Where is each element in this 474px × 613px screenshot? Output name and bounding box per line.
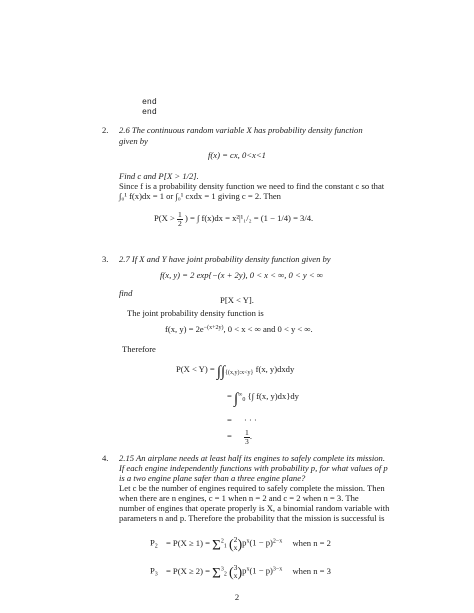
p2-binom-k: x: [233, 542, 238, 552]
p3-p: p: [242, 565, 247, 576]
problem-4-p3-equation: [150, 564, 331, 584]
p2-binom-n: 2: [233, 535, 238, 544]
problem-number-3: 3.: [102, 254, 109, 264]
p2-symbol: P: [150, 537, 155, 548]
p2-exp-b: 2−x: [272, 538, 283, 545]
p3-binom-close: ): [237, 565, 243, 581]
problem-4-statement-l2: If each engine independently functions with probability p, for what values of p: [119, 463, 388, 473]
p3-mid: = P(X ≥ 2) =: [165, 565, 210, 576]
problem-3-d2-outer-lower: 0: [242, 397, 246, 403]
problem-3-find: find: [119, 288, 133, 298]
problem-3-d4-end: .: [249, 431, 252, 442]
p2-p: p: [242, 537, 247, 548]
problem-4-statement-l3: is a two engine plane safer than a three engine plane?: [119, 473, 306, 483]
problem-2-equation: f(x) = cx, 0<x<1: [208, 150, 266, 160]
problem-3-derivation-line-4: [227, 429, 252, 445]
p3-rest: (1 − p): [249, 565, 273, 576]
sum-symbol: Σ: [212, 537, 221, 554]
problem-2-result-lhs: P(X >: [154, 213, 175, 224]
p3-binom: (: [229, 565, 234, 581]
p3-sum-lower: 2: [223, 571, 227, 578]
problem-2-solution-line-2: ∫₀¹ f(x)dx = 1 or ∫₀¹ cxdx = 1 giving c = 2. Then: [119, 191, 281, 201]
problem-3-statement: 2.7 If X and Y have joint probability density function given by: [119, 254, 331, 264]
problem-3-d4-num: 1: [245, 428, 249, 437]
problem-4-statement-l1: 2.15 An airplane needs at least half its engines to safely complete its mission.: [119, 453, 385, 463]
problem-4-solution-l4: parameters n and p. Therefore the probability that the mission is successful is: [119, 513, 385, 523]
p2-binom-close: ): [237, 537, 243, 553]
problem-3-d4-eq: =: [227, 431, 232, 442]
problem-2-result-rhs: ) = ∫ f(x)dx = x²|¹₁/₂ = (1 − 1/4) = 3/4.: [184, 213, 314, 224]
problem-3-d1-rhs: f(x, y)dxdy: [255, 364, 295, 374]
p2-exp-a: x: [246, 538, 250, 545]
problem-3-d2-eq: =: [227, 391, 232, 401]
problem-2-half-num: 1: [178, 210, 182, 219]
p2-sum-upper: 2: [220, 538, 224, 545]
problem-number-2: 2.: [102, 125, 109, 135]
problem-3-pdf-tail: , 0 < x < ∞ and 0 < y < ∞.: [223, 324, 313, 334]
problem-3-line-a: The joint probability density function is: [127, 308, 264, 318]
problem-3-equation: f(x, y) = 2 exp{−(x + 2y), 0 < x < ∞, 0 < y < ∞: [160, 270, 323, 280]
problem-3-d2-outer-upper: ∞: [238, 392, 243, 398]
p3-symbol: P: [150, 565, 155, 576]
problem-3-d1-region: {(x,y):x<y}: [225, 370, 254, 376]
problem-3-d3-eq: =: [227, 415, 232, 425]
code-line-end-2: end: [142, 108, 157, 117]
problem-3-d2-rhs: {∫ f(x, y)dx}dy: [247, 391, 299, 401]
p3-subscript: 3: [154, 571, 158, 578]
double-integral-symbol: ∫∫: [216, 364, 226, 380]
problem-3-derivation-line-2: [227, 390, 299, 409]
problem-3-pdf-lhs: f(x, y) = 2e: [165, 324, 204, 334]
problem-3-d3-dots: · · ·: [244, 415, 257, 425]
code-line-end-1: end: [142, 98, 157, 107]
problem-2-result: [154, 211, 313, 227]
problem-3-derivation-line-3: [227, 415, 257, 426]
problem-2-solution-line-1: Since f is a probability density function we need to find the constant c so that: [119, 181, 385, 191]
problem-3-d4-den: 3: [245, 436, 249, 446]
p2-rest: (1 − p): [249, 537, 273, 548]
problem-4-solution-l1: Let c be the number of engines required to safely complete the mission. Then: [119, 483, 385, 493]
problem-2-half-den: 2: [178, 218, 182, 228]
problem-3-pdf-exponent: −(x+2y): [203, 325, 224, 331]
p2-binom: (: [229, 537, 234, 553]
problem-3-pdf: [165, 324, 313, 335]
problem-3-derivation-line-1: [176, 363, 294, 382]
outer-integral-symbol: ∫: [234, 391, 239, 407]
p2-sum-lower: 1: [223, 543, 227, 550]
problem-2-statement: 2.6 The continuous random variable X has probability density function given by: [119, 125, 363, 146]
p3-sum-upper: 3: [220, 566, 224, 573]
problem-number-4: 4.: [102, 453, 109, 463]
problem-3-d1-lhs: P(X < Y) =: [176, 364, 215, 374]
p2-when: when n = 2: [292, 537, 331, 548]
sum-symbol: Σ: [212, 565, 221, 582]
problem-3-therefore: Therefore: [122, 344, 156, 354]
problem-3-find-target: P[X < Y].: [220, 295, 254, 305]
problem-4-solution-l2: when there are n engines, c = 1 when n = 2 and c = 2 when n = 3. The: [119, 493, 359, 503]
p3-when: when n = 3: [292, 565, 331, 576]
problem-2-task: Find c and P[X > 1/2].: [119, 171, 199, 181]
problem-4-solution-l3: number of engines that operate properly is X, a binomial random variable with: [119, 503, 390, 513]
p2-mid: = P(X ≥ 1) =: [165, 537, 210, 548]
p3-exp-b: 3−x: [272, 566, 283, 573]
p2-subscript: 2: [154, 543, 158, 550]
p3-binom-n: 3: [233, 563, 238, 572]
p3-exp-a: x: [246, 566, 250, 573]
p3-binom-k: x: [233, 570, 238, 580]
problem-4-p2-equation: [150, 536, 331, 556]
problem-2-half-fraction: [177, 211, 183, 227]
page-number: 2: [234, 592, 240, 602]
